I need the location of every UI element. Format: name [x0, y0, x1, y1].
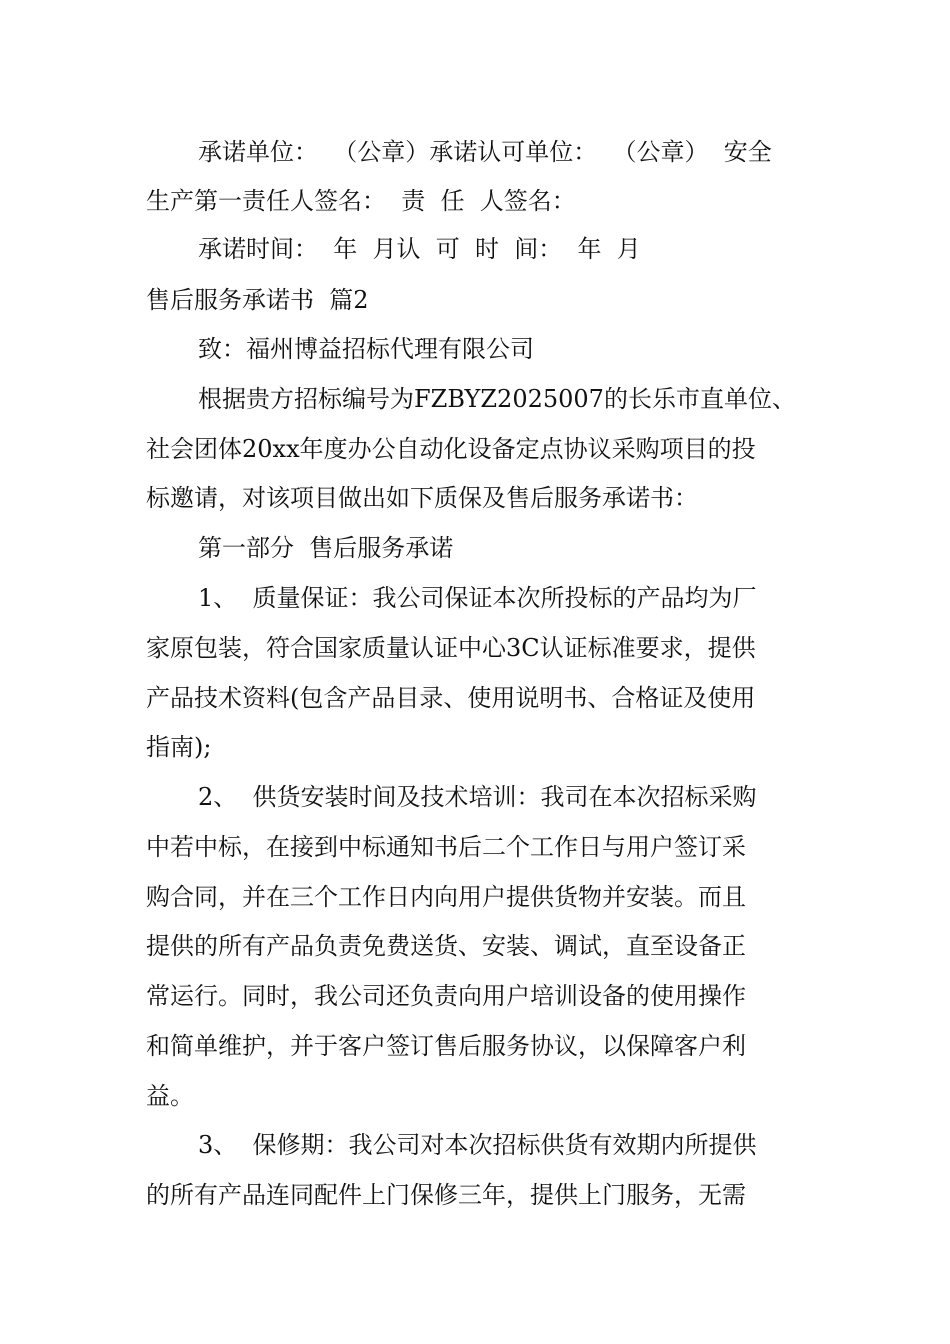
commitment-time-line: 承诺时间： 年 月认 可 时 间： 年 月: [198, 235, 641, 263]
paragraph-line: 和简单维护，并于客户签订售后服务协议，以保障客户利: [146, 1032, 746, 1060]
paragraph-line: 标邀请，对该项目做出如下质保及售后服务承诺书：: [146, 484, 698, 512]
paragraph-line: 3、 保修期：我公司对本次招标供货有效期内所提供: [198, 1131, 757, 1159]
section-heading: 售后服务承诺书 篇2: [146, 286, 369, 314]
paragraph-line: 益。: [146, 1082, 194, 1110]
paragraph-line: 常运行。同时，我公司还负责向用户培训设备的使用操作: [146, 982, 746, 1010]
signature-line: 生产第一责任人签名： 责 任 人签名：: [146, 187, 576, 215]
paragraph-line: 根据贵方招标编号为FZBYZ2025007的长乐市直单位、: [198, 385, 796, 413]
paragraph-line: 中若中标，在接到中标通知书后二个工作日与用户签订采: [146, 833, 746, 861]
paragraph-line: 2、 供货安装时间及技术培训：我司在本次招标采购: [198, 783, 757, 811]
paragraph-line: 购合同，并在三个工作日内向用户提供货物并安装。而且: [146, 883, 746, 911]
commitment-unit-line: 承诺单位： （公章）承诺认可单位： （公章） 安全: [198, 138, 772, 166]
paragraph-line: 的所有产品连同配件上门保修三年，提供上门服务，无需: [146, 1181, 746, 1209]
addressee-line: 致：福州博益招标代理有限公司: [198, 335, 534, 363]
paragraph-line: 1、 质量保证：我公司保证本次所投标的产品均为厂: [198, 584, 757, 612]
part-heading: 第一部分 售后服务承诺: [198, 534, 454, 562]
paragraph-line: 指南);: [146, 733, 212, 761]
paragraph-line: 产品技术资料(包含产品目录、使用说明书、合格证及使用: [146, 684, 756, 712]
paragraph-line: 社会团体20xx年度办公自动化设备定点协议采购项目的投: [146, 435, 756, 463]
paragraph-line: 提供的所有产品负责免费送货、安装、调试，直至设备正: [146, 932, 746, 960]
paragraph-line: 家原包装，符合国家质量认证中心3C认证标准要求，提供: [146, 634, 756, 662]
